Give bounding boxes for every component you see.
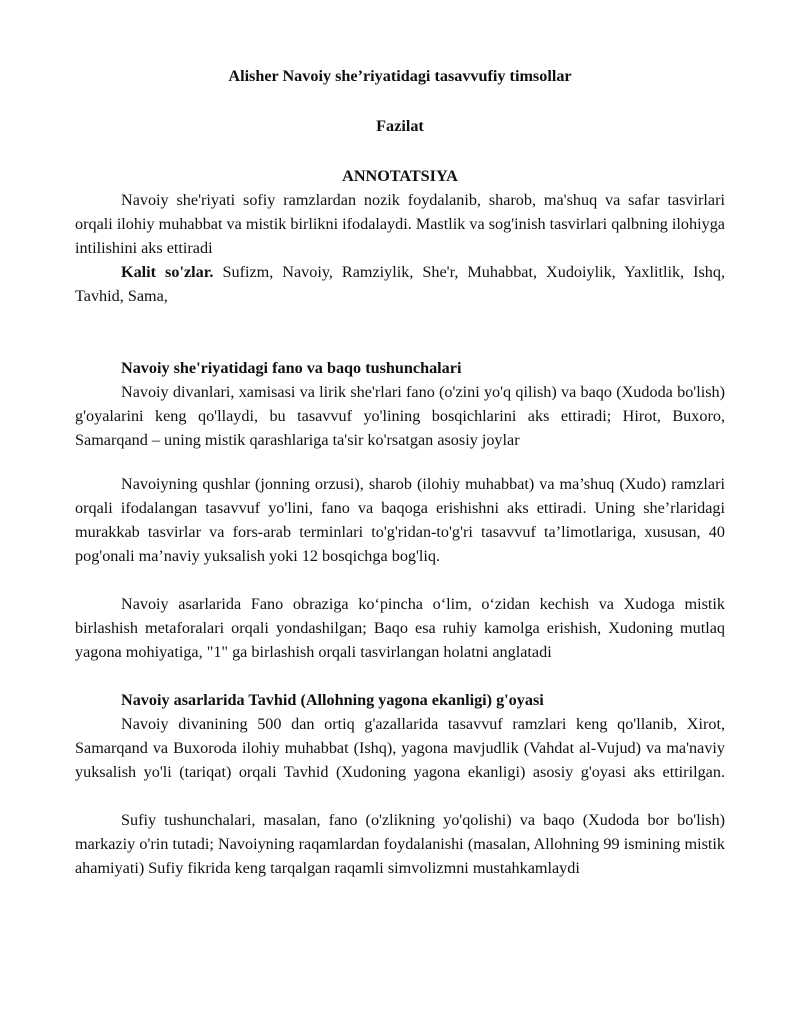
document-title: Alisher Navoiy she’riyatidagi tasavvufiy timsollar [228,67,572,85]
spacer [75,308,725,356]
keywords-text: Sufizm, Navoiy, Ramziylik, She'r, Muhabbat, Xudoiylik, Yaxlitlik, Ishq, Tavhid, Sama, [75,263,726,305]
section1-paragraph-3: Navoiy asarlarida Fano obraziga ko‘pincha o‘lim, o‘zidan kechish va Xudoga mistik birlashish metaforalari orqali yondashilgan; Baqo esa ruhiy kamolga erishish, Xudoning mutlaq yagona mohiyatiga, "1" ga birlashish orqali tasvirlangan holatni anglatadi [75,595,725,661]
section1-paragraph-2: Navoiyning qushlar (jonning orzusi), sharob (ilohiy muhabbat) va ma’shuq (Xudo) ramzlari orqali ifodalangan tasavvuf yo'lini, fano va baqoga erishishni aks ettiradi. Uning she’rlaridagi murakkab tasvirlar va fors-arab terminlari to'g'ridan-to'g'ri tasavvuf ta’limotlariga, xususan, 40 pog'onali ma’naviy yuksalish yoki 12 bosqichga bog'liq. [75,475,725,565]
author-name: Fazilat [376,117,424,135]
annotation-heading: ANNOTATSIYA [342,167,458,185]
spacer [75,452,725,472]
spacer [75,664,725,688]
section2-paragraph-1: Navoiy divanining 500 dan ortiq g'azallarida tasavvuf ramzlari keng qo'llanib, Xirot, Samarqand va Buxoroda ilohiy muhabbat (Ishq), yagona mavjudlik (Vahdat al-Vujud) va ma'naviy yuksalish yo'li (tariqat) orqali Tavhid (Xudoning yagona ekanligi) asosiy g'oyasi aks ettirilgan. [75,715,725,781]
section1-paragraph-1: Navoiy divanlari, xamisasi va lirik she'rlari fano (o'zini yo'q qilish) va baqo (Xudoda bo'lish) g'oyalarini keng qo'llaydi, bu tasavvuf yo'lining bosqichlarini aks ettiradi; Hirot, Buxoro, Samarqand – uning mistik qarashlariga ta'sir ko'rsatgan asosiy joylar [75,383,725,449]
spacer [75,568,725,592]
annotation-paragraph: Navoiy she'riyati sofiy ramzlardan nozik foydalanib, sharob, ma'shuq va safar tasvirlari orqali ilohiy muhabbat va mistik birlikni ifodalaydi. Mastlik va sog'inish tasvirlari qalbning ilohiyga intilishini aks ettiradi [75,191,725,257]
section2-heading: Navoiy asarlarida Tavhid (Allohning yagona ekanligi) g'oyasi [121,691,544,709]
keywords-paragraph [75,260,725,308]
section1-heading: Navoiy she'riyatidagi fano va baqo tushunchalari [121,359,462,377]
spacer [75,784,725,808]
section2-paragraph-2: Sufiy tushunchalari, masalan, fano (o'zlikning yo'qolishi) va baqo (Xudoda bor bo'lish) markaziy o'rin tutadi; Navoiyning raqamlardan foydalanishi (masalan, Allohning 99 ismining mistik ahamiyati) Sufiy fikrida keng tarqalgan raqamli simvolizmni mustahkamlaydi [75,811,725,877]
keywords-label: Kalit so'zlar. [121,263,214,281]
